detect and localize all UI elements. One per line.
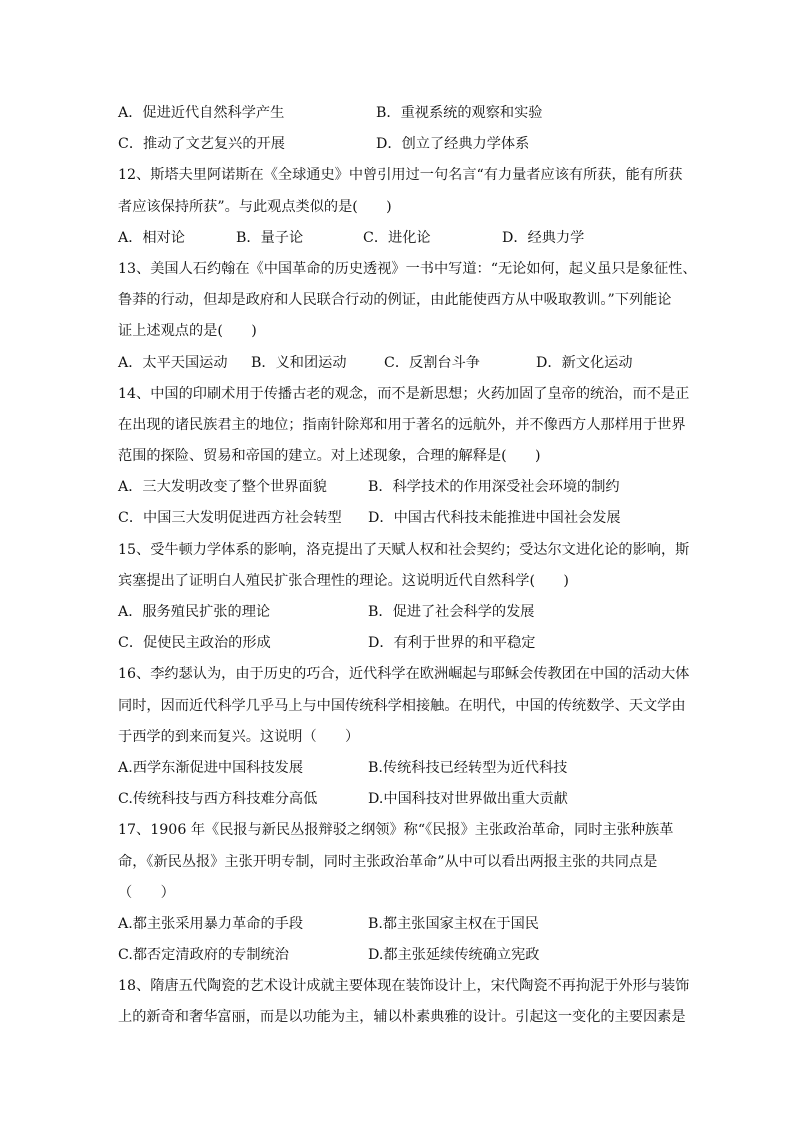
q16-options-row-2 [118,784,678,815]
q16-option-d[interactable]: D.中国科技对世界做出重大贡献 [368,791,568,808]
q13-option-a[interactable]: A．太平天国运动 [118,354,228,371]
q15-options-row-1 [118,597,678,628]
q13-stem-line-3: 证上述观点的是( ) [118,323,257,340]
q17-options-row-1 [118,909,678,940]
q15-option-d[interactable]: D．有利于世界的和平稳定 [368,635,536,652]
q12-option-b[interactable]: B．量子论 [236,229,304,246]
q13-stem-line-2: 鲁莽的行动，但却是政府和人民联合行动的例证，由此能使西方从中吸取教训。”下列能论 [118,292,672,309]
q14-option-a[interactable]: A．三大发明改变了整个世界面貌 [118,479,327,496]
q13-options-row [118,348,678,379]
q13-stem-line-1: 13、美国人石约翰在《中国革命的历史透视》一书中写道：“无论如何，起义虽只是象征性、 [118,260,697,277]
q12-option-d[interactable]: D．经典力学 [502,229,585,246]
q14-option-d[interactable]: D．中国古代科技未能推进中国社会发展 [368,510,621,527]
q17-stem-line-1: 17、1906 年《民报与新民丛报辩驳之纲领》称“《民报》主张政治革命，同时主张种族革 [118,822,674,839]
q16-stem-line-3: 于西学的到来而复兴。这说明（ ） [118,728,360,745]
q16-options-row-1 [118,753,678,784]
q18-stem-line-1: 18、隋唐五代陶瓷的艺术设计成就主要体现在装饰设计上，宋代陶瓷不再拘泥于外形与装饰 [118,978,690,995]
q17-options-row-2 [118,940,678,971]
q16-stem-line-2: 同时，因而近代科学几乎马上与中国传统科学相接触。在明代，中国的传统数学、天文学由 [118,697,686,714]
q15-stem-line-2: 宾塞提出了证明白人殖民扩张合理性的理论。这说明近代自然科学( ) [118,572,569,589]
q15-stem-line-1: 15、受牛顿力学体系的影响，洛克提出了天赋人权和社会契约；受达尔文进化论的影响，斯 [118,541,690,558]
q16-option-b[interactable]: B.传统科技已经转型为近代科技 [368,759,568,776]
q18-stem-line-2: 上的新奇和奢华富丽，而是以功能为主，辅以朴素典雅的设计。引起这一变化的主要因素是 [118,1009,686,1026]
q12-stem-line-1: 12、斯塔夫里阿诺斯在《全球通史》中曾引用过一句名言“有力量者应该有所获，能有所获 [118,167,683,184]
q13-option-d[interactable]: D．新文化运动 [536,354,633,371]
q15-option-c[interactable]: C．促使民主政治的形成 [118,635,271,652]
q11-option-c[interactable]: C．推动了文艺复兴的开展 [118,136,285,153]
q16-option-c[interactable]: C.传统科技与西方科技难分高低 [118,791,318,808]
q14-options-row-1 [118,472,678,503]
q17-option-d[interactable]: D.都主张延续传统确立宪政 [368,947,540,964]
q15-options-row-2 [118,628,678,659]
q11-option-a[interactable]: A．促进近代自然科学产生 [118,105,285,121]
q11-option-d[interactable]: D．创立了经典力学体系 [376,136,530,153]
q17-option-b[interactable]: B.都主张国家主权在于国民 [368,915,539,932]
q16-stem-line-1: 16、李约瑟认为，由于历史的巧合，近代科学在欧洲崛起与耶稣会传教团在中国的活动大体 [118,666,690,683]
q14-option-b[interactable]: B．科学技术的作用深受社会环境的制约 [368,479,620,496]
exam-page [118,98,697,1034]
q15-option-b[interactable]: B．促进了社会科学的发展 [368,604,535,620]
q11-options-row-2 [118,129,678,160]
q14-stem-line-1: 14、中国的印刷术用于传播古老的观念，而不是新思想；火药加固了皇帝的统治，而不是正 [118,385,690,402]
q17-option-a[interactable]: A.都主张采用暴力革命的手段 [118,915,304,932]
q14-stem-line-2: 在出现的诸民族君主的地位；指南针除郑和用于著名的远航外，并不像西方人那样用于世界 [118,416,686,433]
q17-option-c[interactable]: C.都否定清政府的专制统治 [118,947,289,964]
q16-option-a[interactable]: A.西学东渐促进中国科技发展 [118,759,304,776]
q12-options-row [118,223,678,254]
q12-option-c[interactable]: C．进化论 [363,229,431,246]
q13-option-b[interactable]: B．义和团运动 [251,354,347,371]
q15-option-a[interactable]: A．服务殖民扩张的理论 [118,604,271,620]
q14-options-row-2 [118,503,678,534]
q12-stem-line-2: 者应该保持所获”。与此观点类似的是( ) [118,198,392,215]
q11-options-row-1 [118,98,678,129]
q17-stem-line-2: 命，《新民丛报》主张开明专制，同时主张政治革命”从中可以看出两报主张的共同点是 [118,853,658,870]
q11-option-b[interactable]: B．重视系统的观察和实验 [376,105,543,121]
q17-stem-line-3: （ ） [118,884,175,901]
q14-option-c[interactable]: C．中国三大发明促进西方社会转型 [118,510,342,527]
q14-stem-line-3: 范围的探险、贸易和帝国的建立。对上述现象，合理的解释是( ) [118,448,541,465]
q13-option-c[interactable]: C．反割台斗争 [384,354,480,371]
q12-option-a[interactable]: A．相对论 [118,229,185,246]
